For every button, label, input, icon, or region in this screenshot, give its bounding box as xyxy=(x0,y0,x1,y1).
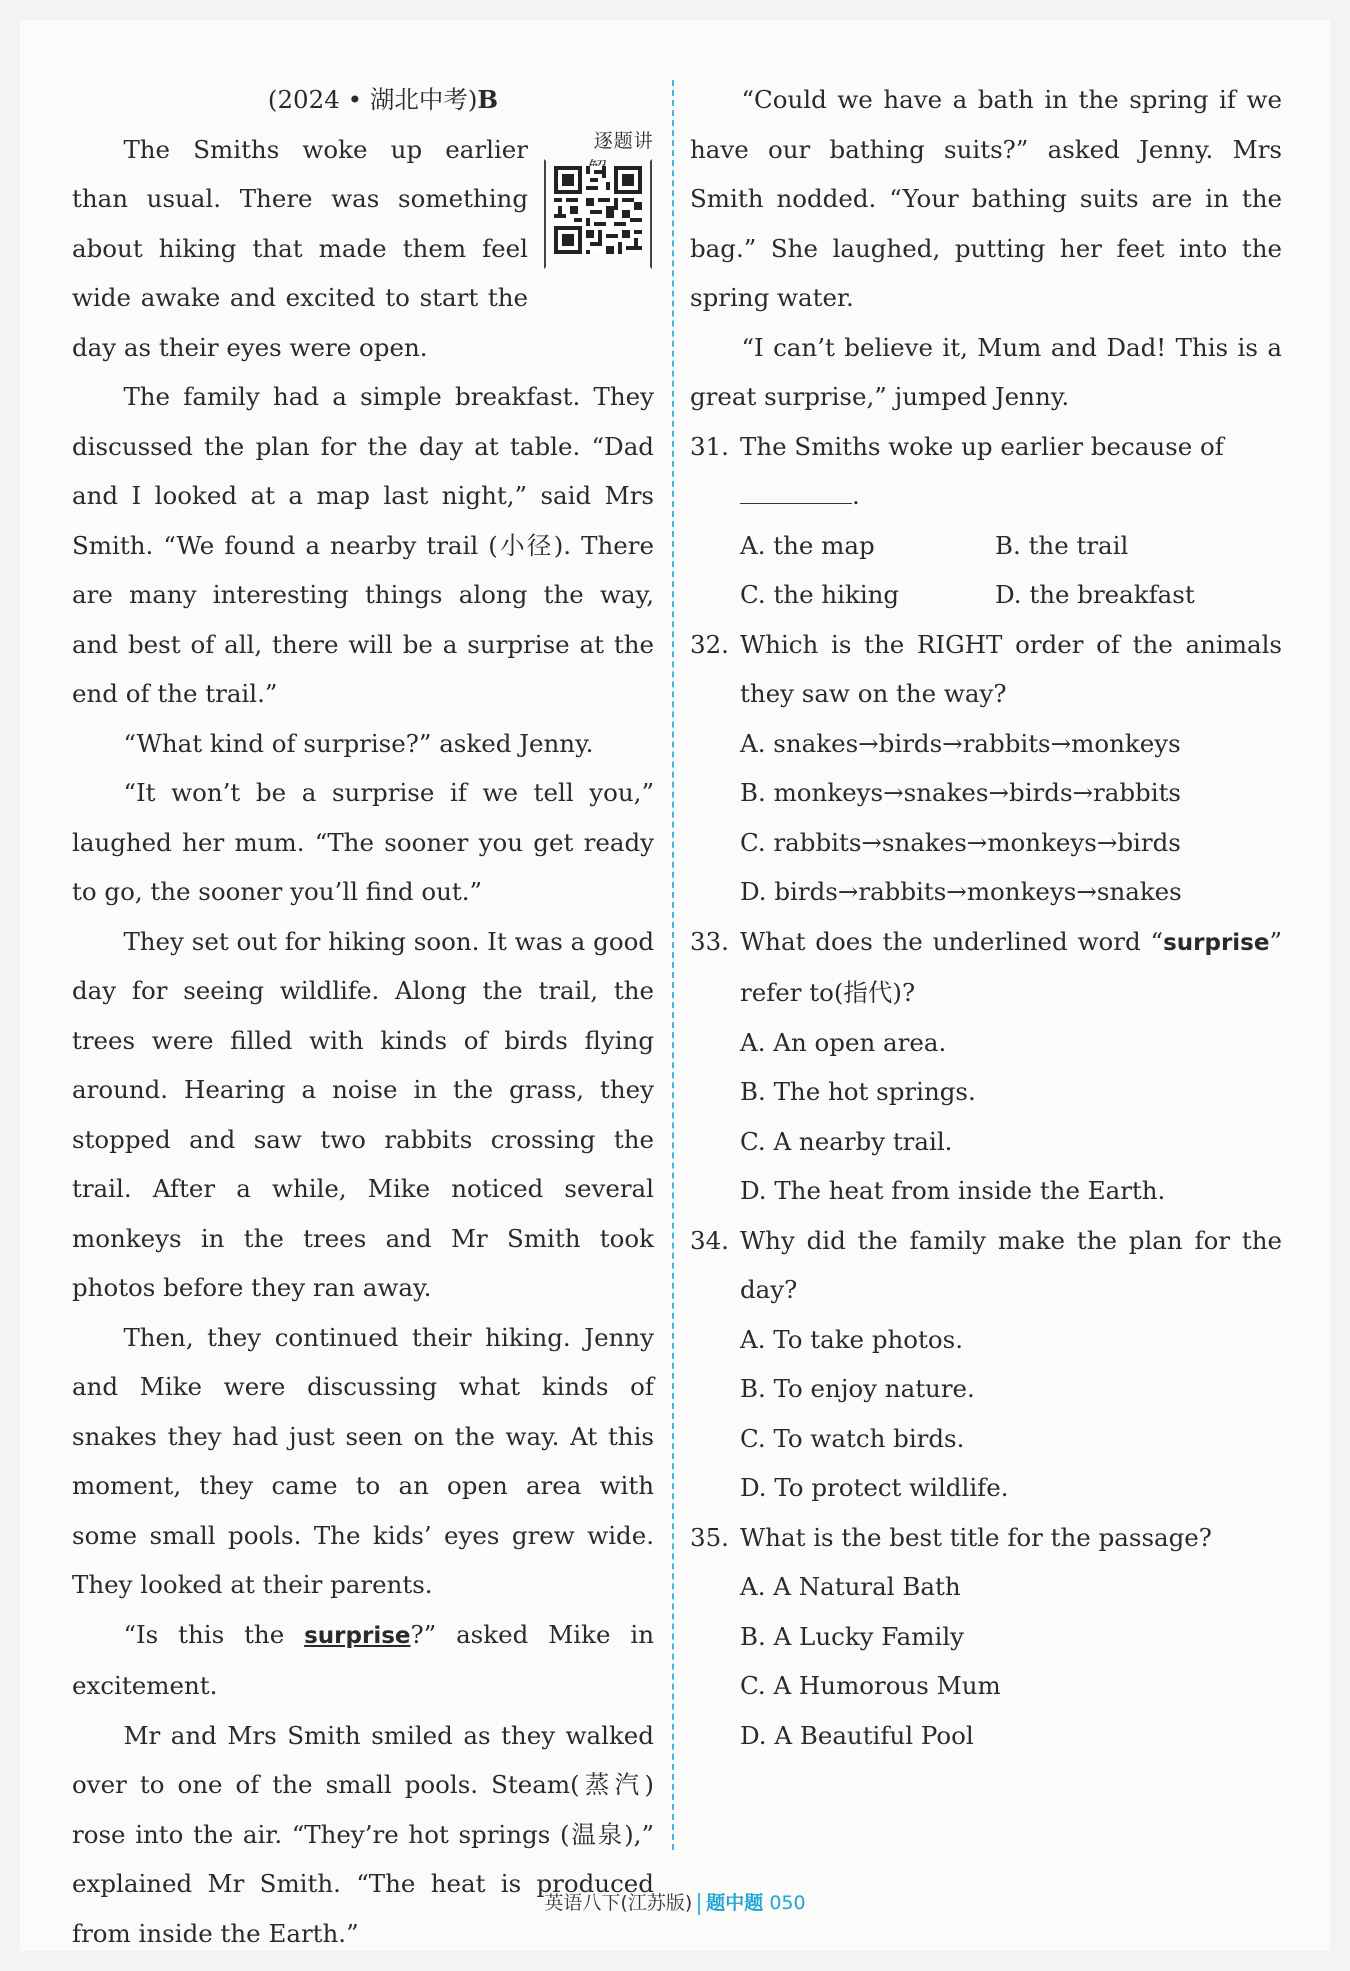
question-stem: What does the underlined word “ xyxy=(740,926,1164,956)
page-footer xyxy=(20,1888,1330,1915)
passage-heading xyxy=(112,75,654,125)
page-number: 050 xyxy=(769,1892,806,1914)
option-b[interactable]: B. monkeys→snakes→birds→rabbits xyxy=(740,778,1181,807)
footer-divider xyxy=(698,1893,700,1915)
option-d[interactable]: D. To protect wildlife. xyxy=(740,1473,1009,1502)
qr-label: 逐题讲 xyxy=(593,129,654,152)
option-a[interactable]: A. An open area. xyxy=(740,1027,947,1057)
question-number: 35. xyxy=(690,1522,729,1552)
question-35 xyxy=(690,1513,1282,1563)
option-d[interactable]: D. A Beautiful Pool xyxy=(740,1720,974,1750)
page xyxy=(20,20,1330,1951)
left-column xyxy=(72,75,654,1958)
question-text xyxy=(740,917,1282,1018)
book-title: 英语八下(江苏版) xyxy=(544,1892,693,1914)
option-c[interactable]: C. A nearby trail. xyxy=(740,1126,953,1156)
paragraph-2: The family had a simple breakfast. They discussed the plan for the day at table. “Dad and I looked at a map last night,” said Mrs Smith. “We found a nearby trail (小径). There are many interesting things along the way, and best of all, there will be a surprise at the end of the trail.” xyxy=(72,382,654,708)
option-b[interactable]: B. To enjoy nature. xyxy=(740,1374,975,1403)
column-divider xyxy=(672,80,674,1850)
question-31-options xyxy=(690,521,1282,620)
paragraph-3: “What kind of surprise?” asked Jenny. xyxy=(123,728,594,758)
question-33 xyxy=(690,917,1282,1018)
paragraph-8: Mr and Mrs Smith smiled as they walked over to one of the small pools. Steam(蒸汽) rose into the air. “They’re hot springs (温泉),” explained Mr Smith. “The heat is produced from inside the Earth.” xyxy=(72,1720,654,1948)
question-number: 33. xyxy=(690,926,729,956)
quoted-word: surprise xyxy=(1163,929,1270,956)
option-b[interactable]: B. the trail xyxy=(995,530,1129,560)
option-c[interactable]: C. To watch birds. xyxy=(740,1423,965,1453)
paragraph-4: “It won’t be a surprise if we tell you,” laughed her mum. “The sooner you get ready to go, the sooner you’ll find out.” xyxy=(72,778,654,906)
question-text: Why did the family make the plan for the day? xyxy=(740,1225,1282,1304)
question-text xyxy=(740,422,1282,521)
option-d[interactable]: D. the breakfast xyxy=(995,580,1195,609)
option-a[interactable]: A. A Natural Bath xyxy=(740,1572,961,1601)
option-a[interactable]: A. the map xyxy=(740,530,875,560)
option-d[interactable]: D. birds→rabbits→monkeys→snakes xyxy=(740,877,1182,906)
option-a[interactable]: A. To take photos. xyxy=(740,1324,964,1354)
paragraph-6: Then, they continued their hiking. Jenny and Mike were discussing what kinds of snakes they had just seen on the way. At this moment, they came to an open area with some small pools. The kids’ eyes grew wide. They looked at their parents. xyxy=(72,1322,654,1599)
paragraph-7-start: “Is this the xyxy=(123,1619,305,1649)
right-column xyxy=(690,75,1282,1760)
option-c[interactable]: C. rabbits→snakes→monkeys→birds xyxy=(740,827,1181,857)
question-number: 32. xyxy=(690,629,729,659)
question-number: 34. xyxy=(690,1225,729,1255)
question-number: 31. xyxy=(690,431,729,461)
question-end: . xyxy=(852,481,860,510)
question-text: What is the best title for the passage? xyxy=(740,1522,1212,1552)
question-text: Which is the RIGHT order of the animals they saw on the way? xyxy=(740,629,1282,708)
paragraph-5: They set out for hiking soon. It was a good day for seeing wildlife. Along the trail, the trees were filled with kinds of birds flying around. Hearing a noise in the grass, they stopped and saw two rabbits crossing the trail. After a while, Mike noticed several monkeys in the trees and Mr Smith took photos before they ran away. xyxy=(72,926,654,1302)
question-32 xyxy=(690,620,1282,719)
paragraph-7 xyxy=(72,1610,654,1711)
option-a[interactable]: A. snakes→birds→rabbits→monkeys xyxy=(740,728,1181,758)
option-c[interactable]: C. the hiking xyxy=(740,580,900,609)
heading-letter: B xyxy=(477,85,499,114)
option-d[interactable]: D. The heat from inside the Earth. xyxy=(740,1176,1166,1205)
underlined-word: surprise xyxy=(304,1622,411,1649)
question-stem-end: ” refer to(指代)? xyxy=(740,926,1282,1007)
answer-blank[interactable] xyxy=(740,476,852,504)
question-31 xyxy=(690,422,1282,521)
option-b[interactable]: B. A Lucky Family xyxy=(740,1621,964,1651)
paragraph-10: “I can’t believe it, Mum and Dad! This is a great surprise,” jumped Jenny. xyxy=(690,332,1282,411)
qr-code-box[interactable] xyxy=(542,127,654,277)
paragraph-9: “Could we have a bath in the spring if we have our bathing suits?” asked Jenny. Mrs Smith nodded. “Your bathing suits are in the bag.” She laughed, putting her feet into the spring water. xyxy=(690,85,1282,312)
option-b[interactable]: B. The hot springs. xyxy=(740,1077,976,1106)
paragraph-7-end: ?” asked Mike in excitement. xyxy=(72,1619,654,1700)
qr-code-icon xyxy=(554,165,642,255)
question-stem: The Smiths woke up earlier because of xyxy=(740,431,1224,461)
series-brand: 题中题 xyxy=(706,1892,764,1914)
heading-source: (2024 • 湖北中考) xyxy=(267,85,478,114)
paragraph-1 xyxy=(72,125,654,373)
question-34 xyxy=(690,1216,1282,1315)
option-c[interactable]: C. A Humorous Mum xyxy=(740,1671,1001,1700)
paragraph-1-text: The Smiths woke up earlier than usual. There was something about hiking that made them feel wide awake and excited to start the day as their eyes were open. xyxy=(72,134,528,362)
